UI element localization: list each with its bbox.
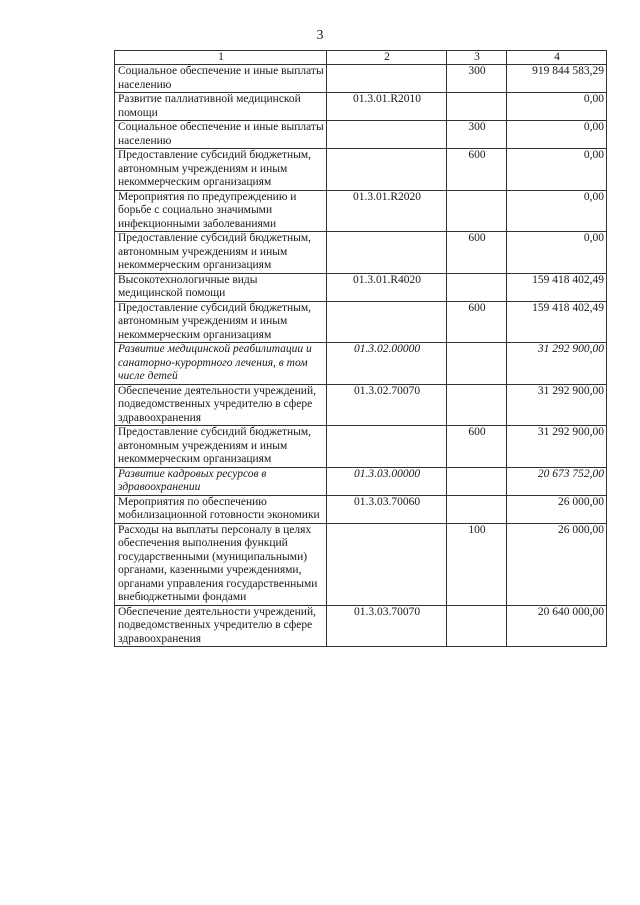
table-row [115,273,607,301]
header-col-3: 3 [447,51,507,65]
row-name-cell: Мероприятия по обеспечению мобилизационной готовности экономики [115,495,327,523]
row-sum-cell: 20 673 752,00 [507,467,607,495]
row-type-cell [447,343,507,385]
row-type-cell [447,93,507,121]
row-sum-cell: 159 418 402,49 [507,301,607,343]
row-code-cell: 01.3.01.R2020 [327,190,447,232]
row-type-cell [447,273,507,301]
page-number: 3 [316,28,324,43]
table-row [115,426,607,468]
row-code-cell [327,149,447,191]
table-row [115,523,607,605]
row-sum-cell: 26 000,00 [507,523,607,605]
row-code-cell [327,523,447,605]
row-sum-cell: 0,00 [507,190,607,232]
row-type-cell: 600 [447,149,507,191]
row-name-cell: Расходы на выплаты персоналу в целях обеспечения выполнения функций государственными (муниципальными) органами, казенными учреждениями, органами управления государственными внебюджетными фондами [115,523,327,605]
row-code-cell [327,301,447,343]
table-row [115,65,607,93]
table-row [115,301,607,343]
row-sum-cell: 0,00 [507,149,607,191]
table-row [115,190,607,232]
row-type-cell [447,605,507,647]
row-type-cell: 600 [447,301,507,343]
row-name-cell: Предоставление субсидий бюджетным, автономным учреждениям и иным некоммерческим организациям [115,301,327,343]
table-body [115,65,607,647]
row-type-cell [447,495,507,523]
row-name-cell: Обеспечение деятельности учреждений, подведомственных учредителю в сфере здравоохранения [115,384,327,426]
row-type-cell [447,467,507,495]
header-col-2: 2 [327,51,447,65]
row-name-cell: Предоставление субсидий бюджетным, автономным учреждениям и иным некоммерческим организациям [115,149,327,191]
row-sum-cell: 159 418 402,49 [507,273,607,301]
row-type-cell: 100 [447,523,507,605]
row-code-cell [327,65,447,93]
row-name-cell: Социальное обеспечение и иные выплаты населению [115,121,327,149]
budget-table [114,50,607,647]
row-code-cell [327,121,447,149]
table-row [115,149,607,191]
row-code-cell: 01.3.02.70070 [327,384,447,426]
row-code-cell: 01.3.01.R2010 [327,93,447,121]
table-row [115,384,607,426]
table-header [115,51,607,65]
row-type-cell: 300 [447,65,507,93]
header-row [115,51,607,65]
row-name-cell: Мероприятия по предупреждению и борьбе с социально значимыми инфекционными заболеваниями [115,190,327,232]
row-name-cell: Высокотехнологичные виды медицинской помощи [115,273,327,301]
row-sum-cell: 31 292 900,00 [507,384,607,426]
row-sum-cell: 0,00 [507,93,607,121]
row-code-cell [327,426,447,468]
table-row [115,343,607,385]
table-row [115,232,607,274]
row-sum-cell: 31 292 900,00 [507,426,607,468]
row-code-cell: 01.3.03.70060 [327,495,447,523]
row-type-cell: 600 [447,232,507,274]
row-code-cell: 01.3.02.00000 [327,343,447,385]
row-type-cell: 600 [447,426,507,468]
row-name-cell: Развитие медицинской реабилитации и санаторно-курортного лечения, в том числе детей [115,343,327,385]
row-code-cell [327,232,447,274]
row-code-cell: 01.3.03.00000 [327,467,447,495]
row-code-cell: 01.3.01.R4020 [327,273,447,301]
table-row [115,467,607,495]
header-col-4: 4 [507,51,607,65]
row-sum-cell: 919 844 583,29 [507,65,607,93]
row-type-cell [447,384,507,426]
row-name-cell: Обеспечение деятельности учреждений, подведомственных учредителю в сфере здравоохранения [115,605,327,647]
table-row [115,605,607,647]
table-row [115,121,607,149]
row-sum-cell: 26 000,00 [507,495,607,523]
row-sum-cell: 31 292 900,00 [507,343,607,385]
row-name-cell: Предоставление субсидий бюджетным, автономным учреждениям и иным некоммерческим организациям [115,426,327,468]
table-row [115,495,607,523]
row-name-cell: Развитие кадровых ресурсов в здравоохранении [115,467,327,495]
row-type-cell [447,190,507,232]
table-row [115,93,607,121]
header-col-1: 1 [115,51,327,65]
row-name-cell: Предоставление субсидий бюджетным, автономным учреждениям и иным некоммерческим организациям [115,232,327,274]
row-sum-cell: 0,00 [507,121,607,149]
row-type-cell: 300 [447,121,507,149]
row-name-cell: Социальное обеспечение и иные выплаты населению [115,65,327,93]
row-sum-cell: 0,00 [507,232,607,274]
row-name-cell: Развитие паллиативной медицинской помощи [115,93,327,121]
row-sum-cell: 20 640 000,00 [507,605,607,647]
row-code-cell: 01.3.03.70070 [327,605,447,647]
